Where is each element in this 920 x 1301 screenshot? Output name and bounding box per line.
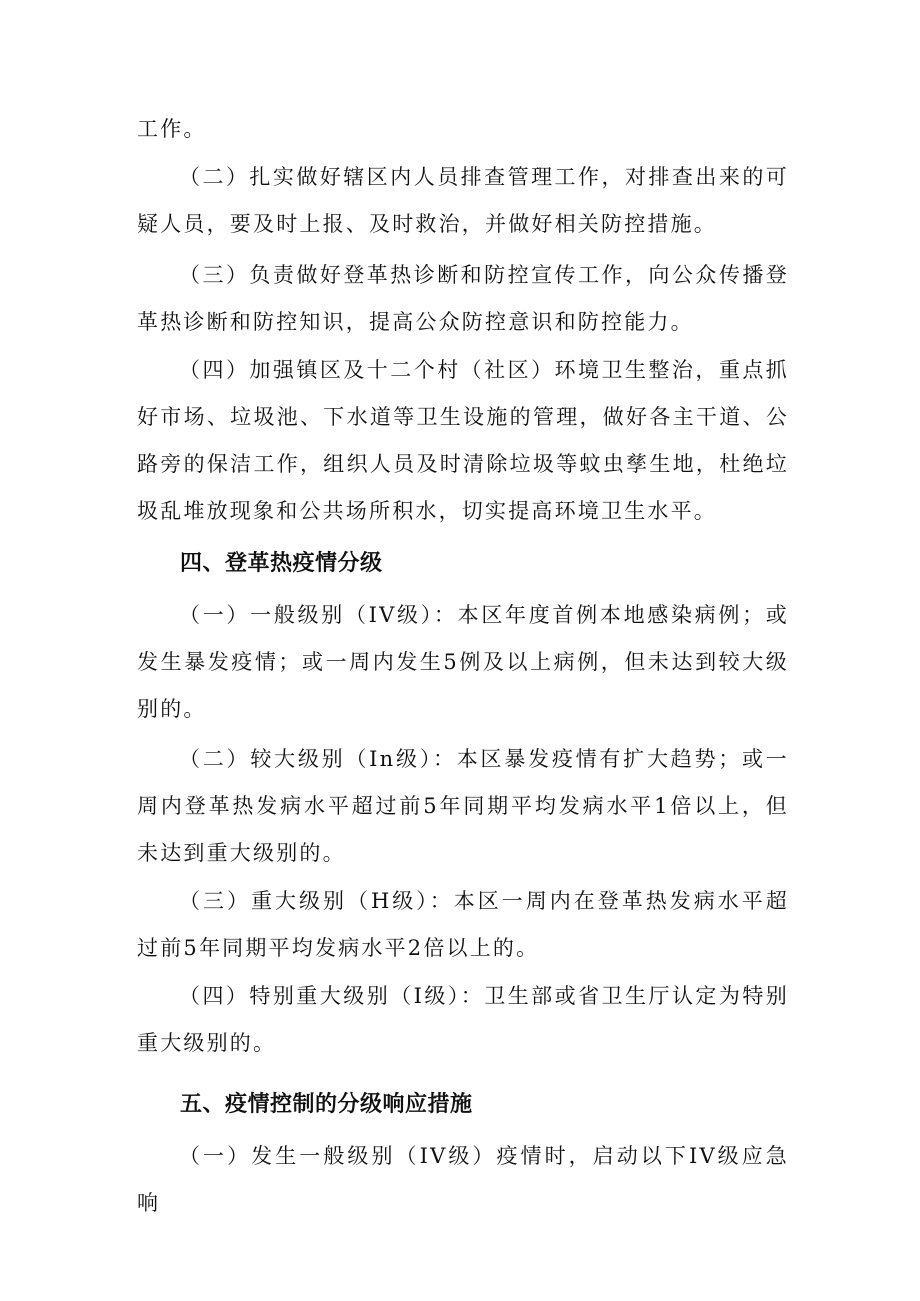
section-heading-4: 四、登革热疫情分级 [180, 551, 383, 576]
grade-item-especially-serious: （四）特别重大级别（I级）：卫生部或省卫生厅认定为特别重大级别的。 [137, 984, 789, 1055]
paragraph-item-4: （四）加强镇区及十二个村（社区）环境卫生整治，重点抓好市场、垃圾池、下水道等卫生设施的管理，做好各主干道、公路旁的保洁工作，组织人员及时清除垃圾等蚊虫孳生地，杜绝垃圾乱堆放现象和公共场所积水，切实提高环境卫生水平。 [137, 358, 789, 523]
grade-item-major: （二）较大级别（In级）：本区暴发疫情有扩大趋势；或一周内登革热发病水平超过前5年同期平均发病水平1倍以上，但未达到重大级别的。 [137, 747, 789, 865]
paragraph-continuation: 工作。 [137, 117, 207, 141]
response-item-1: （一）发生一般级别（IV级）疫情时，启动以下IV级应急响 [137, 1144, 789, 1215]
section-heading-5: 五、疫情控制的分级响应措施 [180, 1092, 473, 1117]
grade-item-serious: （三）重大级别（H级）：本区一周内在登革热发病水平超过前5年同期平均发病水平2倍以上的。 [137, 889, 789, 960]
grade-item-general: （一）一般级别（IV级）：本区年度首例本地感染病例；或发生暴发疫情；或一周内发生5例及以上病例，但未达到较大级别的。 [137, 603, 789, 721]
paragraph-item-3: （三）负责做好登革热诊断和防控宣传工作，向公众传播登革热诊断和防控知识，提高公众防控意识和防控能力。 [137, 263, 789, 334]
paragraph-item-2: （二）扎实做好辖区内人员排查管理工作，对排查出来的可疑人员，要及时上报、及时救治，并做好相关防控措施。 [137, 165, 789, 236]
